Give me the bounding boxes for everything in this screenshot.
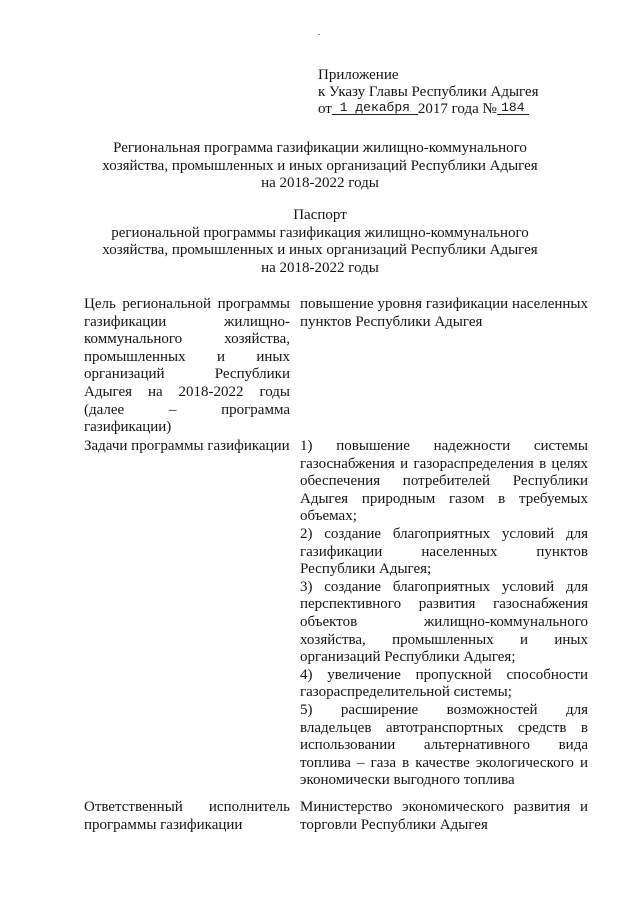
decree-number-field: 184 [497, 101, 529, 115]
date-year: 2017 года [417, 101, 479, 117]
date-day-field: 1 декабря [332, 101, 418, 115]
task-item: 5) расширение возможностей для владельцев автотранспортных средств в использовании альтернативного вида топлива – газа в качестве экологического и экономически выгодного топлива [300, 701, 588, 789]
passport-title-line: региональной программы газификация жилищно-коммунального [111, 224, 529, 241]
appendix-date-line [318, 101, 539, 118]
row-value: Министерство экономического развития и торговли Республики Адыгея [300, 799, 588, 833]
passport-title [80, 207, 560, 277]
tasks-list [300, 438, 588, 790]
appendix-decree-ref: к Указу Главы Республики Адыгея [318, 84, 539, 100]
program-title-line: на 2018-2022 годы [261, 175, 379, 191]
passport-title-line: на 2018-2022 годы [261, 259, 379, 276]
program-title [80, 140, 560, 193]
task-item: 2) создание благоприятных условий для газификации населенных пунктов Республики Адыгея; [300, 525, 588, 578]
row-label: Цель региональной программы газификации жилищно-коммунального хозяйства, промышленных и иных организаций Республики Адыгея на 2018-2022 годы (далее – программа газификации) [84, 296, 290, 436]
row-label: Задачи программы газификации [84, 438, 290, 454]
appendix-label: Приложение [318, 67, 399, 83]
task-item: 3) создание благоприятных условий для перспективного развития газоснабжения объектов жилищно-коммунального хозяйства, промышленных и иных организаций Республики Адыгея; [300, 578, 588, 666]
row-label: Ответственный исполнитель программы газификации [84, 799, 290, 833]
appendix-header [318, 67, 539, 118]
program-title-line: Региональная программа газификации жилищно-коммунального [113, 140, 527, 156]
task-item: 1) повышение надежности системы газоснабжения и газораспределения в целях обеспечения потребителей Республики Адыгея природным газом в требуемых объемах; [300, 438, 588, 525]
program-title-line: хозяйства, промышленных и иных организаций Республики Адыгея [102, 157, 538, 174]
passport-heading: Паспорт [293, 207, 347, 223]
number-sign: № [482, 101, 497, 117]
scan-speck [318, 34, 320, 35]
task-item: 4) увеличение пропускной способности газораспределительной системы; [300, 666, 588, 701]
date-prefix: от [318, 101, 332, 117]
row-value: повышение уровня газификации населенных пунктов Республики Адыгея [300, 296, 588, 330]
passport-title-line: хозяйства, промышленных и иных организаций Республики Адыгея [102, 242, 538, 258]
